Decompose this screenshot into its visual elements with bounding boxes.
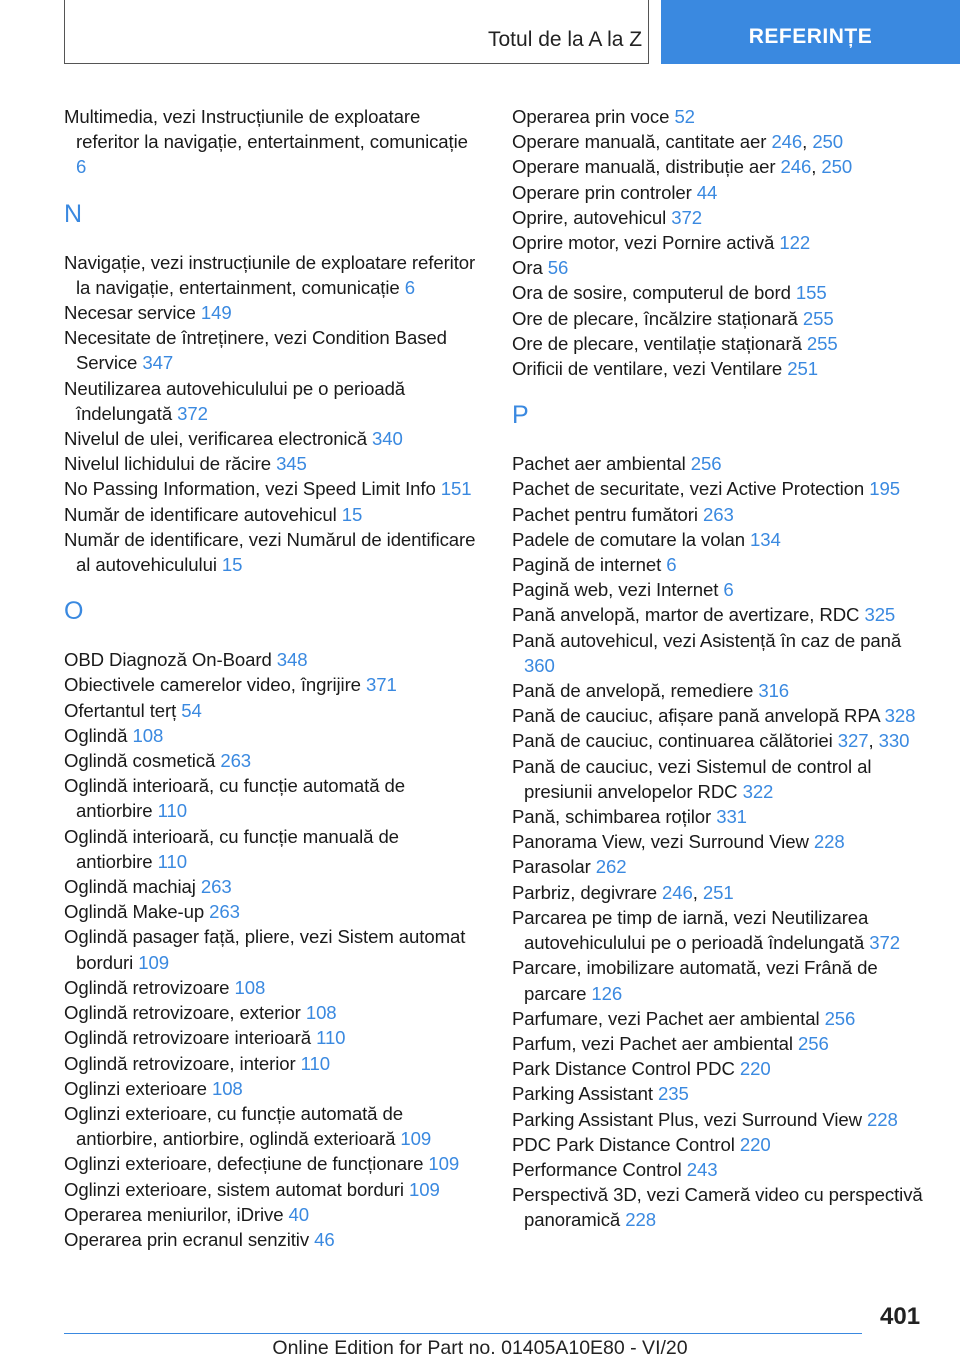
index-entry-text: Oglindă [64,724,133,746]
index-entry [512,129,932,154]
page-link[interactable]: 228 [813,831,845,853]
index-entry [64,1177,479,1202]
index-entry-text: Nivelul de ulei, verificarea electronică [64,428,373,450]
page-link[interactable]: 246 [771,131,803,153]
page-link[interactable]: 263 [702,503,734,525]
page-link[interactable]: 251 [787,358,818,380]
index-entry [64,1151,479,1176]
index-entry-text: Operare manuală, distribuție aer [512,156,781,178]
index-entry-text: Număr de identificare autovehicul [64,503,342,525]
index-entry-text: Oglindă machiaj [64,876,201,898]
page-link[interactable]: 122 [779,232,811,254]
page-link[interactable]: 108 [211,1077,243,1099]
page-link[interactable]: 40 [288,1203,310,1225]
index-entry-text: Oglindă interioară, cu funcție automată de antiorbire [64,775,406,822]
index-entry-text: Oglindă retrovizoare [64,976,235,998]
page-link[interactable]: 44 [696,181,718,203]
page-link[interactable]: 246 [662,881,693,903]
index-entry-text: Obiectivele camerelor video, îngrijire [64,674,366,696]
index-entry-text: Orificii de ventilare, vezi Ventilare [512,358,788,380]
index-entry-text: Neutilizarea autovehiculului pe o perioadă îndelungată [64,377,406,424]
index-entry-text: Operare manuală, cantitate aer [512,131,772,153]
index-entry-text: Oglinzi exterioare, defecțiune de funcționare [64,1153,429,1175]
index-entry [512,854,932,879]
index-entry [512,104,932,129]
index-entry-text: Panorama View, vezi Surround View [512,831,814,853]
index-entry-text: Operarea meniurilor, iDrive [64,1203,289,1225]
index-entry-text: Perspectivă 3D, vezi Cameră video cu perspectivă panoramică [512,1184,923,1231]
index-entry [512,255,932,280]
page-link[interactable]: 256 [824,1007,856,1029]
index-entry [64,874,479,899]
page-separator: , [692,881,703,903]
index-entry [512,476,932,501]
header-section-title: Totul de la A la Z [488,28,643,51]
index-entry-text: Pană autovehicul, vezi Asistență în caz de pană [512,629,902,651]
page-link[interactable]: 263 [220,750,252,772]
page-separator: , [811,156,822,178]
index-entry [512,356,932,381]
index-entry [512,1182,932,1232]
index-entry [512,1031,932,1056]
index-entry [512,754,932,804]
index-entry-text: Necesitate de întreținere, vezi Condition Based Service [64,327,447,374]
index-entry [512,678,932,703]
index-entry-text: Oglinzi exterioare [64,1077,212,1099]
index-entry-text: Ore de plecare, încălzire staționară [512,307,803,329]
page-number: 401 [880,1303,921,1330]
page-link[interactable]: 256 [797,1032,829,1054]
page-link[interactable]: 322 [742,780,774,802]
index-entry-text: Operare prin controler [512,181,697,203]
page-separator: , [802,131,813,153]
index-entry [512,829,932,854]
index-entry-text: Ore de plecare, ventilație staționară [512,332,807,354]
page-link[interactable]: 251 [702,881,734,903]
index-entry [64,773,479,823]
page-link[interactable]: 331 [716,806,747,828]
index-entry-text: Oglindă retrovizoare, interior [64,1052,301,1074]
index-entry-text: Parking Assistant [512,1083,658,1105]
index-entry [512,205,932,230]
index-entry-text: Parking Assistant Plus, vezi Surround View [512,1108,868,1130]
index-entry-text: Navigație, vezi instrucțiunile de exploatare referitor la navigație, entertainment, comunicație [64,251,476,298]
index-entry [64,1000,479,1025]
page-link[interactable]: 328 [884,705,916,727]
page-link[interactable]: 256 [690,453,722,475]
index-entry-text: Oglindă Make-up [64,901,210,923]
footer-edition: Online Edition for Part no. 01405A10E80 - VI/20 [272,1337,688,1359]
index-entry [512,451,932,476]
page-link[interactable]: 108 [305,1002,337,1024]
index-entry [64,824,479,874]
index-entry [64,300,479,325]
index-entry [512,628,932,678]
index-entry-text: Pană, schimbarea roților [512,806,717,828]
page-link[interactable]: 149 [200,302,232,324]
index-entry-text: Oprire, autovehicul [512,206,672,228]
index-entry-text: Pană anvelopă, martor de avertizare, RDC [512,604,865,626]
index-entry-text: Parasolar [512,856,596,878]
page-link[interactable]: 6 [404,276,415,298]
index-entry [64,1076,479,1101]
index-entry [512,1157,932,1182]
page-link[interactable]: 15 [341,503,363,525]
page-link[interactable]: 108 [234,976,266,998]
index-letter-heading: O [64,597,84,626]
index-entry-text: Ora [512,257,548,279]
index-entry-text: Pană de cauciuc, afișare pană anvelopă RPA [512,705,885,727]
index-entry [512,703,932,728]
page-link[interactable]: 345 [276,453,307,475]
index-entry-text: Oprire motor, vezi Pornire activă [512,232,780,254]
index-entry-text: Park Distance Control PDC [512,1058,740,1080]
index-entry [64,748,479,773]
index-entry-text: Pană de cauciuc, continuarea călătoriei [512,730,838,752]
index-entry [512,331,932,356]
index-entry [64,502,479,527]
index-entry-text: Nivelul lichidului de răcire [64,453,277,475]
index-entry [64,1051,479,1076]
page-link[interactable]: 126 [591,982,623,1004]
page-link[interactable]: 360 [524,654,555,676]
index-entry [512,602,932,627]
index-entry-text: Parbriz, degivrare [512,881,663,903]
index-entry [512,552,932,577]
index-entry [64,672,479,697]
index-entry [64,104,479,180]
index-letter-heading: N [64,199,83,228]
page-link[interactable]: 46 [314,1228,335,1250]
page-link[interactable]: 327 [837,730,869,752]
page-link[interactable]: 6 [666,554,677,576]
index-entry-text: Pagină web, vezi Internet [512,579,724,601]
page-link[interactable]: 134 [750,528,781,550]
index-entry [64,723,479,748]
index-letter-heading: P [512,401,529,430]
index-entry-text: Oglindă interioară, cu funcție manuală de antiorbire [64,825,399,872]
page-link[interactable]: 250 [821,156,853,178]
page-link[interactable]: 109 [138,951,169,973]
page-link[interactable]: 348 [276,649,308,671]
page-link[interactable]: 151 [440,478,472,500]
index-entry-text: Parcarea pe timp de iarnă, vezi Neutilizarea autovehiculului pe o perioadă îndelungată [512,906,870,954]
index-entry-text: No Passing Information, vezi Speed Limit Info [64,478,441,500]
index-entry-text: Pachet aer ambiental [512,453,691,475]
index-entry [512,905,932,955]
index-entry [64,1202,479,1227]
page-link[interactable]: 228 [625,1209,656,1231]
page-link[interactable]: 52 [674,106,695,127]
page-link[interactable]: 109 [409,1178,440,1200]
index-entry [64,975,479,1000]
index-entry [512,502,932,527]
index-entry-text: Pagină de internet [512,554,667,576]
page-link[interactable]: 243 [686,1158,718,1180]
footer-divider [64,1333,862,1334]
page-link[interactable]: 255 [806,332,838,354]
index-entry [512,880,932,905]
page-link[interactable]: 15 [221,554,243,576]
index-entry-text: Padele de comutare la volan [512,528,751,550]
index-column-right [512,104,932,1233]
page-link[interactable]: 110 [300,1052,331,1074]
index-entry [512,577,932,602]
page-link[interactable]: 228 [867,1108,898,1130]
page-link[interactable]: 235 [658,1083,689,1105]
index-entry [512,728,932,753]
page-link[interactable]: 263 [200,876,232,898]
page-link[interactable]: 6 [723,579,734,601]
page-link[interactable]: 109 [428,1153,460,1175]
page-link[interactable]: 263 [209,901,240,923]
index-entry [512,154,932,179]
index-entry [64,1227,479,1252]
index-entry [512,804,932,829]
index-entry-text: OBD Diagnoză On-Board [64,649,277,671]
index-entry [512,230,932,255]
index-entry-text: Operarea prin voce [512,106,675,127]
page-link[interactable]: 372 [177,402,208,424]
index-entry-text: Parcare, imobilizare automată, vezi Frână de parcare [512,957,878,1004]
page-link[interactable]: 110 [316,1027,346,1049]
index-entry [64,250,479,300]
page-link[interactable]: 340 [372,428,403,450]
index-entry [64,647,479,672]
index-entry-text: Oglinzi exterioare, cu funcție automată de antiorbire, antiorbire, oglindă exterioară [64,1102,403,1150]
page-link[interactable]: 109 [400,1128,432,1150]
index-entry [64,924,479,974]
index-entry-text: Număr de identificare, vezi Numărul de identificare al autovehiculului [64,528,476,576]
page-link[interactable]: 220 [739,1058,771,1080]
index-entry-text: Operarea prin ecranul senzitiv [64,1228,315,1250]
page-link[interactable]: 255 [802,307,834,329]
index-entry [512,306,932,331]
page-link[interactable]: 316 [758,680,790,702]
index-entry [512,955,932,1005]
index-entry [512,280,932,305]
index-entry [64,1101,479,1151]
page-link[interactable]: 6 [76,156,87,178]
page-link[interactable]: 262 [595,856,627,878]
page-link[interactable]: 372 [869,932,900,954]
header-chapter-tab[interactable]: REFERINȚE [661,0,960,64]
index-entry [512,1132,932,1157]
index-entry [64,899,479,924]
index-entry-text: Parfumare, vezi Pachet aer ambiental [512,1007,825,1029]
index-entry-text: Ofertantul terț [64,699,182,721]
page-link[interactable]: 246 [780,156,812,178]
index-entry-text: Necesar service [64,302,201,324]
page-link[interactable]: 56 [547,257,569,279]
index-entry-text: Pachet de securitate, vezi Active Protection [512,478,870,500]
page-link[interactable]: 371 [366,674,397,696]
index-entry [512,180,932,205]
index-entry [64,698,479,723]
index-entry [64,451,479,476]
index-entry [512,527,932,552]
index-entry-text: Oglindă retrovizoare interioară [64,1027,317,1049]
index-entry [512,1081,932,1106]
index-column-left [64,104,479,1252]
index-entry-text: PDC Park Distance Control [512,1133,740,1155]
page-link[interactable]: 54 [181,699,202,721]
index-entry [64,527,479,577]
page-link[interactable]: 250 [812,131,844,153]
index-entry [512,1107,932,1132]
index-entry [512,1056,932,1081]
index-entry-text: Pachet pentru fumători [512,503,703,525]
page-link[interactable]: 372 [671,206,702,228]
index-entry [64,426,479,451]
page-link[interactable]: 155 [795,282,827,304]
page-link[interactable]: 110 [157,800,187,822]
index-entry-text: Multimedia, vezi Instrucțiunile de exploatare referitor la navigație, entertainment, comunicație [64,106,468,153]
index-entry-text: Oglindă pasager față, pliere, vezi Sistem automat borduri [64,926,466,973]
index-entry-text: Oglindă cosmetică [64,750,221,772]
index-entry [64,1025,479,1050]
index-entry [64,376,479,426]
index-entry-text: Oglindă retrovizoare, exterior [64,1002,306,1024]
index-entry-text: Pană de anvelopă, remediere [512,680,759,702]
index-entry [512,1006,932,1031]
index-entry-text: Pană de cauciuc, vezi Sistemul de control al presiunii anvelopelor RDC [512,755,872,802]
page-link[interactable]: 108 [132,724,164,746]
page-link[interactable]: 330 [878,730,910,752]
index-entry-text: Parfum, vezi Pachet aer ambiental [512,1032,798,1054]
index-entry-text: Oglinzi exterioare, sistem automat borduri [64,1178,409,1200]
page-separator: , [868,730,879,752]
index-entry [64,476,479,501]
page-link[interactable]: 325 [864,604,896,626]
page-link[interactable]: 347 [142,352,174,374]
page-link[interactable]: 220 [739,1133,771,1155]
index-entry-text: Performance Control [512,1158,687,1180]
index-entry [64,325,479,375]
index-entry-text: Ora de sosire, computerul de bord [512,282,796,304]
page-link[interactable]: 195 [869,478,900,500]
page-link[interactable]: 110 [157,850,187,872]
